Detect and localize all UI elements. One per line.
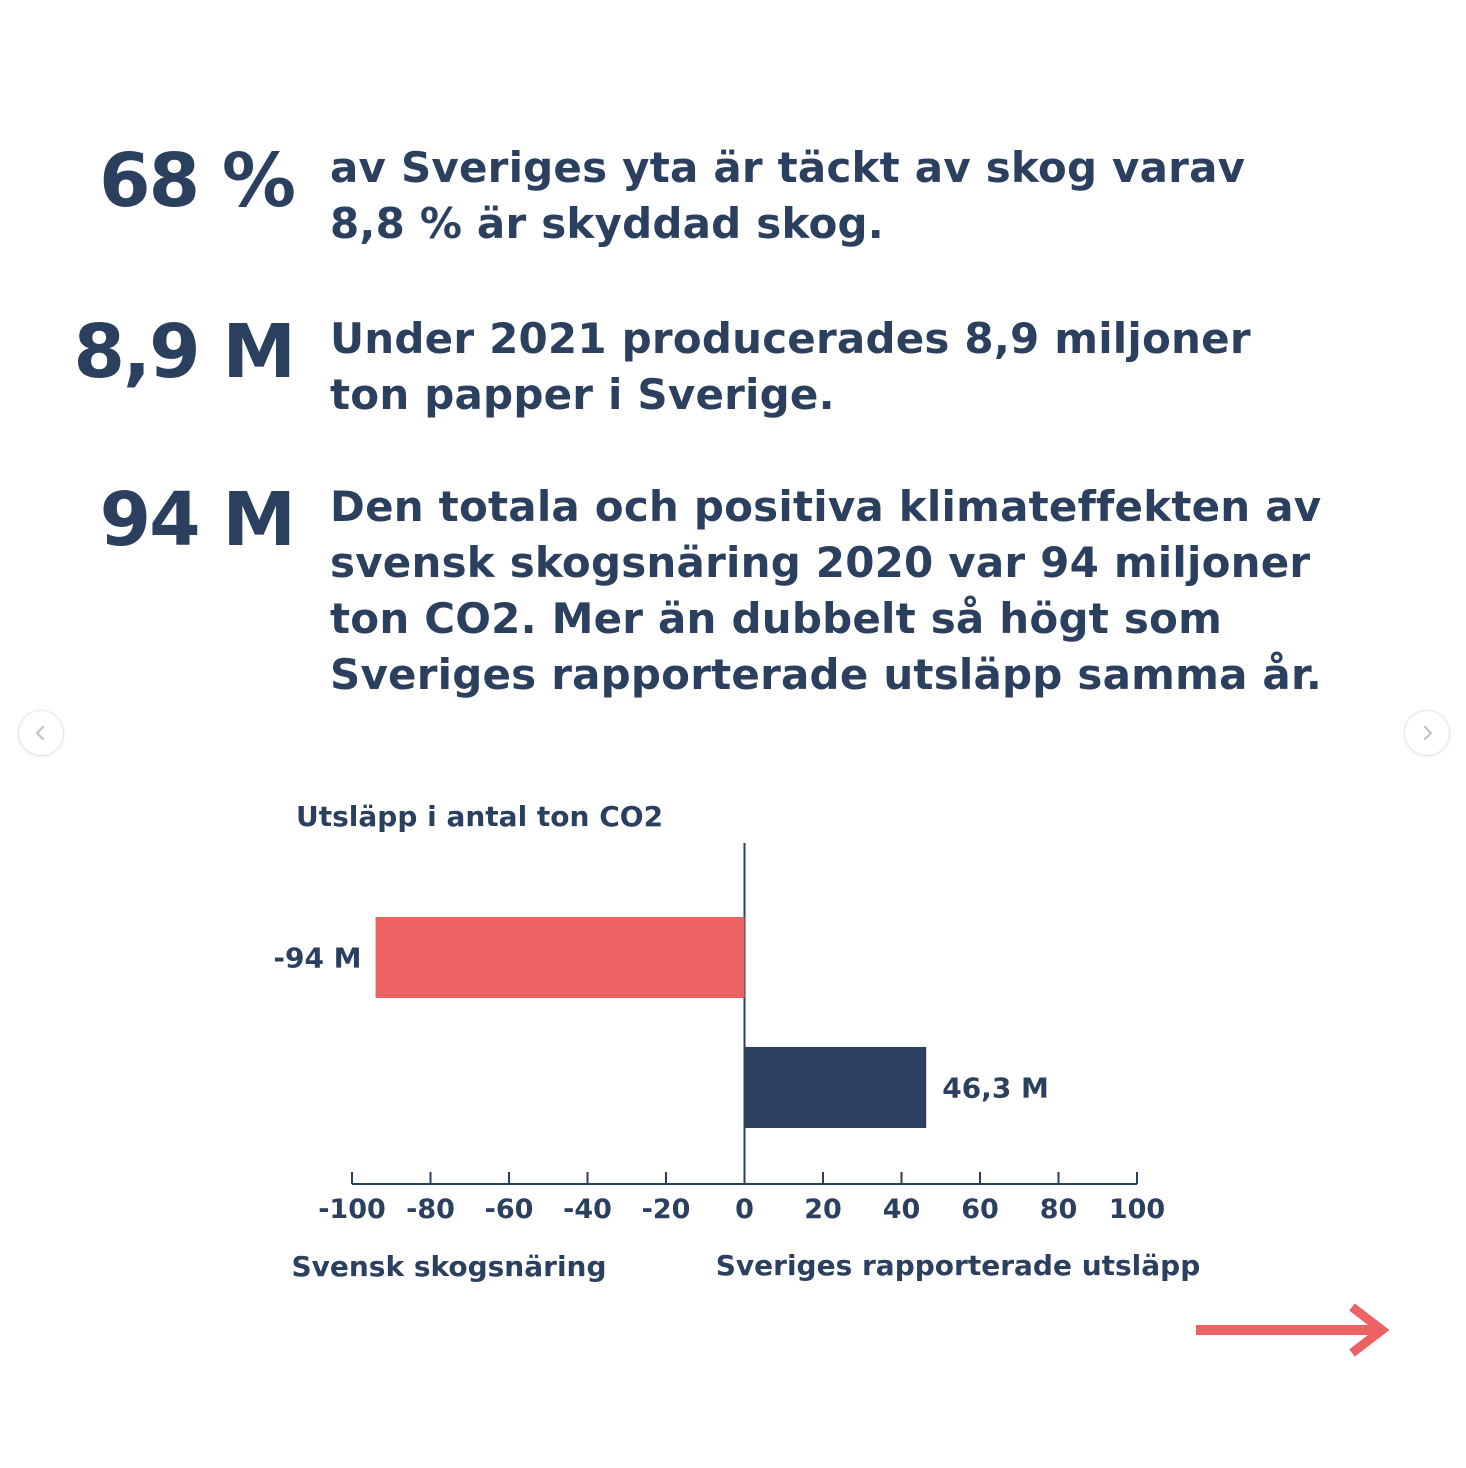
x-tick-label: 100 (1108, 1194, 1166, 1225)
stat-number: 94 M (99, 477, 294, 563)
x-tick-label: 20 (804, 1194, 842, 1225)
chart-title: Utsläpp i antal ton CO2 (296, 800, 664, 833)
bar-data-label: 46,3 M (942, 1071, 1049, 1105)
category-label-reported-emissions: Sveriges rapporterade utsläpp (715, 1249, 1201, 1282)
x-tick-label: 60 (961, 1194, 999, 1225)
x-tick-label: -80 (406, 1194, 455, 1225)
stat-text: av Sveriges yta är täckt av skog varav 8,8 % är skyddad skog. (330, 143, 1246, 248)
x-tick-label: -100 (318, 1194, 386, 1225)
bar (376, 917, 745, 998)
stat-text: Under 2021 producerades 8,9 miljoner ton papper i Sverige. (330, 314, 1251, 419)
x-tick-label: 40 (882, 1194, 921, 1225)
x-axis (318, 843, 1165, 1225)
category-label-forestry: Svensk skogsnäring (291, 1250, 607, 1283)
bars (273, 917, 1049, 1128)
x-tick-label: 80 (1039, 1194, 1078, 1225)
stat-number: 68 % (99, 138, 294, 224)
x-tick-label: -60 (484, 1194, 534, 1225)
stat-text: Den totala och positiva klimateffekten av svensk skogsnäring 2020 var 94 miljoner ton CO2. Mer än dubbelt så högt som Sveriges rapporterade utsläpp samma år. (330, 482, 1323, 699)
arrow-right-icon[interactable] (1192, 1300, 1392, 1360)
x-tick-label: -40 (563, 1194, 612, 1225)
x-tick-label: 0 (735, 1194, 754, 1225)
bar (745, 1047, 927, 1128)
x-tick-label: -20 (641, 1194, 691, 1225)
bar-data-label: -94 M (273, 941, 362, 975)
stat-number: 8,9 M (73, 309, 294, 395)
